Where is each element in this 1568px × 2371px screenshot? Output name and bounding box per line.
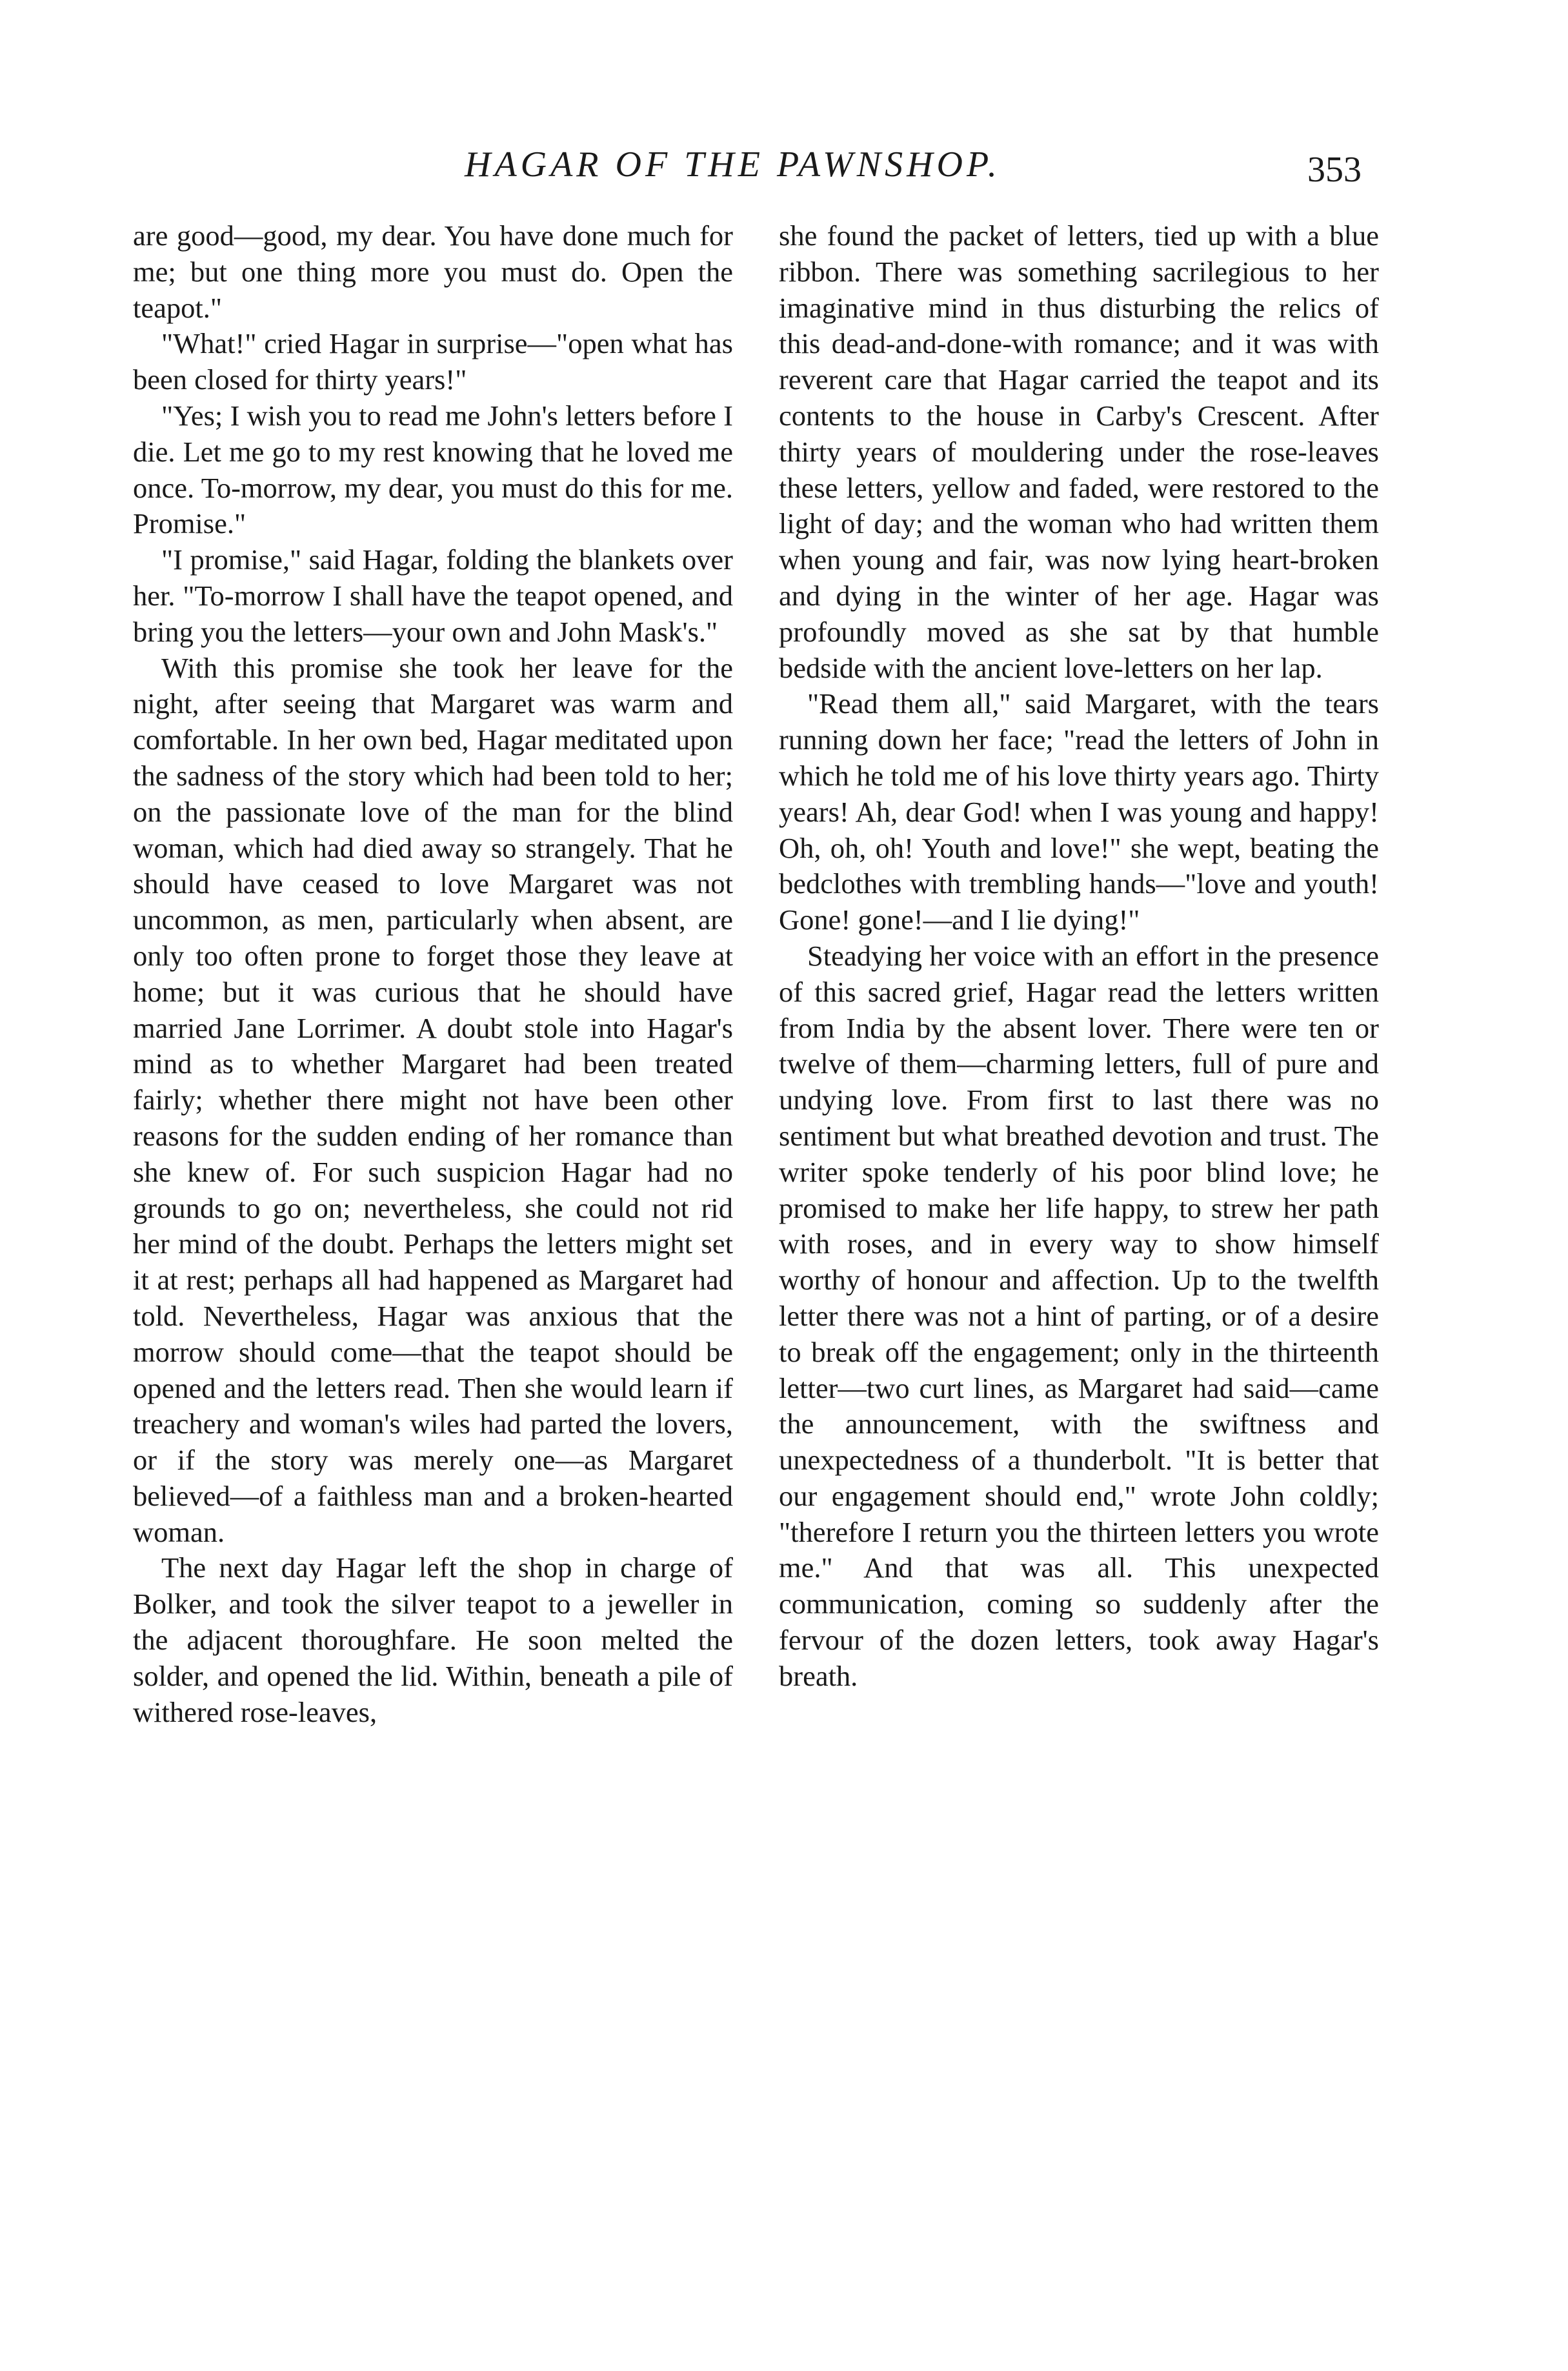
- running-title: HAGAR OF THE PAWNSHOP.: [465, 145, 1001, 185]
- page-number: 353: [1307, 150, 1362, 190]
- right-column: [779, 218, 1379, 1695]
- running-head: [0, 132, 1568, 197]
- paragraph: "I promise," said Hagar, folding the blankets over her. "To-morrow I shall have the teapot opened, and bring you the letters—your own and John Mask's.": [133, 543, 733, 648]
- paragraph: "What!" cried Hagar in surprise—"open what has been closed for thirty years!": [133, 327, 733, 396]
- paragraph: "Yes; I wish you to read me John's letters before I die. Let me go to my rest knowing that he loved me once. To-morrow, my dear, you must do this for me. Promise.": [133, 399, 733, 540]
- left-column: [133, 218, 733, 1730]
- paragraph: Steadying her voice with an effort in the presence of this sacred grief, Hagar read the letters written from India by the absent lover. There were ten or twelve of them—charming letters, full of pure and undying love. From first to last there was no sentiment but what breathed devotion and trust. The writer spoke tenderly of his poor blind love; he promised to make her life happy, to strew her path with roses, and in every way to show himself worthy of honour and affection. Up to the twelfth letter there was not a hint of parting, or of a desire to break off the engagement; only in the thirteenth letter—two curt lines, as Margaret had said—came the announcement, with the swiftness and unexpectedness of a thunderbolt. "It is better that our engagement should end," wrote John coldly; "therefore I return you the thirteen letters you wrote me." And that was all. This unexpected communication, coming so suddenly after the fervour of the dozen letters, took away Hagar's breath.: [779, 939, 1379, 1692]
- paragraph: she found the packet of letters, tied up with a blue ribbon. There was something sacrilegious to her imaginative mind in thus disturbing the relics of this dead-and-done-with romance; and it was with reverent care that Hagar carried the teapot and its contents to the house in Carby's Crescent. After thirty years of mouldering under the rose-leaves these letters, yellow and faded, were restored to the light of day; and the woman who had written them when young and fair, was now lying heart-broken and dying in the winter of her age. Hagar was profoundly moved as she sat by that humble bedside with the ancient love-letters on her lap.: [779, 219, 1379, 684]
- paragraph: "Read them all," said Margaret, with the tears running down her face; "read the letters of John in which he told me of his love thirty years ago. Thirty years! Ah, dear God! when I was young and happy! Oh, oh, oh! Youth and love!" she wept, beating the bedclothes with trembling hands—"love and youth! Gone! gone!—and I lie dying!": [779, 687, 1379, 936]
- paragraph: The next day Hagar left the shop in charge of Bolker, and took the silver teapot to a jeweller in the adjacent thoroughfare. He soon melted the solder, and opened the lid. Within, beneath a pile of withered rose-leaves,: [133, 1551, 733, 1728]
- paragraph: With this promise she took her leave for the night, after seeing that Margaret was warm and comfortable. In her own bed, Hagar meditated upon the sadness of the story which had been told to her; on the passionate love of the man for the blind woman, which had died away so strangely. That he should have ceased to love Margaret was not uncommon, as men, particularly when absent, are only too often prone to forget those they leave at home; but it was curious that he should have married Jane Lorrimer. A doubt stole into Hagar's mind as to whether Margaret had been treated fairly; whether there might not have been other reasons for the sudden ending of her romance than she knew of. For such suspicion Hagar had no grounds to go on; nevertheless, she could not rid her mind of the doubt. Perhaps the letters might set it at rest; perhaps all had happened as Margaret had told. Nevertheless, Hagar was anxious that the morrow should come—that the teapot should be opened and the letters read. Then she would learn if treachery and woman's wiles had parted the lovers, or if the story was merely one—as Margaret believed—of a faithless man and a broken-hearted woman.: [133, 651, 733, 1548]
- paragraph: are good—good, my dear. You have done much for me; but one thing more you must do. Open the teapot.": [133, 219, 733, 324]
